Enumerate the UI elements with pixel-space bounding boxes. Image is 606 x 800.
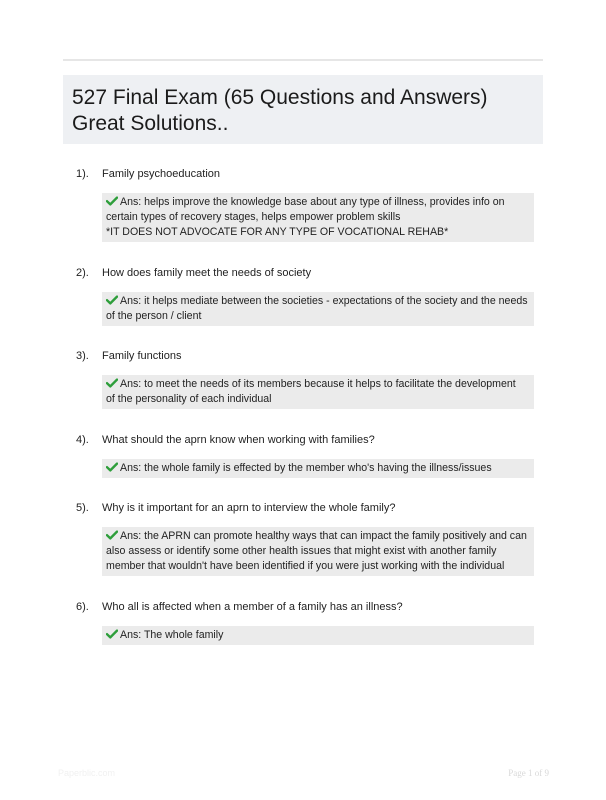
answer-line: Ans: the whole family is effected by the member who's having the illness/issues [106, 461, 530, 476]
answer-line: of the person / client [106, 310, 202, 322]
answer-line: certain types of recovery stages, helps empower problem skills [106, 211, 401, 223]
answer-line: also assess or identify some other health issues that might exist with another family [106, 545, 497, 557]
question-text: Family psychoeducation [102, 168, 221, 180]
top-divider [63, 59, 543, 61]
answer-box [102, 292, 534, 326]
check-icon [106, 295, 118, 305]
page-number: Page 1 of 9 [508, 768, 549, 778]
question-text: Family functions [102, 350, 182, 362]
check-icon [106, 530, 118, 540]
title-line-1: 527 Final Exam (65 Questions and Answers) [72, 86, 488, 109]
answer-line: Ans: it helps mediate between the societies - expectations of the society and the needs [106, 294, 530, 309]
answer-box [102, 626, 534, 645]
footer-watermark: Paperblic.com [58, 768, 116, 778]
answer-box [102, 459, 534, 478]
title-banner [63, 75, 543, 144]
answer-line: Ans: to meet the needs of its members because it helps to facilitate the development [106, 377, 530, 392]
question-text: Why is it important for an aprn to interview the whole family? [102, 502, 396, 514]
question-number: 1). [76, 168, 89, 180]
question-text: Who all is affected when a member of a family has an illness? [102, 601, 403, 613]
question-number: 3). [76, 350, 89, 362]
check-icon [106, 462, 118, 472]
check-icon [106, 378, 118, 388]
answer-line: Ans: the APRN can promote healthy ways that can impact the family positively and can [106, 529, 530, 544]
answer-box [102, 375, 534, 409]
check-icon [106, 629, 118, 639]
title-line-2: Great Solutions.. [72, 112, 229, 135]
answer-box [102, 193, 534, 242]
answer-box [102, 527, 534, 576]
page-title [72, 85, 534, 137]
answer-line: Ans: The whole family [106, 628, 530, 643]
answer-line: of the personality of each individual [106, 393, 272, 405]
answer-line: member that wouldn't have been identified if you were just working with the individual [106, 560, 505, 572]
check-icon [106, 196, 118, 206]
question-number: 5). [76, 502, 89, 514]
question-number: 6). [76, 601, 89, 613]
answer-line: *IT DOES NOT ADVOCATE FOR ANY TYPE OF VOCATIONAL REHAB* [106, 226, 449, 238]
question-number: 2). [76, 267, 89, 279]
question-text: What should the aprn know when working with families? [102, 434, 375, 446]
question-number: 4). [76, 434, 89, 446]
question-text: How does family meet the needs of society [102, 267, 312, 279]
answer-line: Ans: helps improve the knowledge base about any type of illness, provides info on [106, 195, 530, 210]
